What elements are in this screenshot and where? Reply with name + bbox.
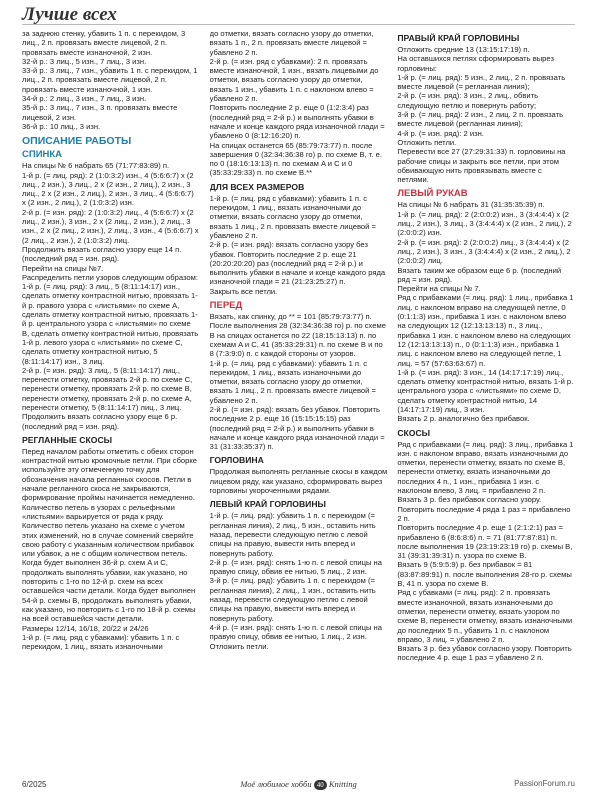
paragraph: за заднюю стенку, убавить 1 п. с перекидом, 3 лиц., 2 п. провязать вместе лицевой, 2 п. провязать вместе изнаночной, 2 изн. bbox=[22, 29, 186, 57]
paragraph: до отметки, вязать согласно узору до отметки, вязать 1 п., 2 п. провязать вместе лицевой = убавлено 2 п. bbox=[209, 29, 374, 57]
magazine-name-line bbox=[22, 779, 575, 790]
paragraph: Распределить петли узоров следующим образом: bbox=[22, 272, 198, 282]
paragraph: 32-й р.: 3 лиц., 5 изн., 7 лиц., 3 изн. bbox=[22, 56, 147, 66]
paragraph: 3-й р. (= лиц. ряд): 2 изн., 2 лиц. 2 п. провязать вместе лицевой (регланная линия); bbox=[397, 110, 564, 129]
paragraph: 1-й р. (= изн. ряд): 3 изн., 14 (14:17:17:19) лиц., сделать отметку контрастной нитью, вязать 1-й р. центрального узора с «листьями» по схеме D, сделать отметку контрастной нитью, 14 (14:17:17:19) лиц., 3 изн. bbox=[397, 367, 574, 414]
paragraph: Вязать, как спинку, до ** = 101 (85:79:73:77) п. bbox=[209, 312, 372, 322]
section-heading: РЕГЛАННЫЕ СКОСЫ bbox=[22, 434, 113, 445]
paragraph: Отложить средние 13 (13:15:17:19) п. bbox=[397, 45, 530, 54]
paragraph: 34-й р.: 2 лиц., 3 изн., 7 лиц., 3 изн. bbox=[22, 94, 147, 104]
section-heading: ЛЕВЫЙ РУКАВ bbox=[397, 188, 468, 200]
paragraph: 2-й р. (= изн. ряд): 2 (2:0:0:2) лиц., 3 (3:4:4:4) х (2 лиц., 2 изн.), 3 изн., 3 (3:4:4:4) х (2 изн., 2 лиц.), 2 (2:0:0:2) лиц. bbox=[397, 237, 571, 266]
paragraph: На оставшихся петлях сформировать вырез горловины: bbox=[397, 54, 554, 73]
paragraph: 1-й р. (= лиц. ряд): 2 (2:0:0:2) изн., 3 (3:4:4:4) х (2 лиц., 2 изн.), 3 лиц., 3 (3:4:4:4) х (2 изн., 2 лиц.), 2 (2:0:0:2) изн. bbox=[397, 209, 572, 238]
issue-number: 6/2025 bbox=[22, 780, 47, 789]
paragraph: Вязать 2 р. аналогично без прибавок. bbox=[397, 414, 530, 424]
column-3 bbox=[397, 29, 575, 764]
paragraph: На спицы № 6 набрать 31 (31:35:35:39) п. bbox=[397, 200, 545, 210]
paragraph: Ряд с прибавками (= лиц. ряд): 1 лиц., прибавка 1 лиц. с наклоном вправо на следующей петле, 0 (0:1:1:3) изн., прибавка 1 изн. с наклоном влево на следующих 12 (12:13:13:13) п., 3 лиц., прибавка 1 изн. с наклоном влево на следующих 12 (12:13:13:13) п., 0 (0:1:1:3) изн., прибавка 1 лиц. с наклоном влево на следующей петле, 1 лиц. = 57 (57:63:63:67) п. bbox=[397, 293, 574, 368]
page-number-badge: 40 bbox=[314, 780, 327, 790]
section-heading: ПРАВЫЙ КРАЙ ГОРЛОВИНЫ bbox=[397, 33, 520, 43]
paragraph: 2-й р. (= изн. ряд): вязать согласно узору без убавок. Повторить последние 2 р. еще 21 (20:20:20:20) раз (последний ряд = 2-й р.) и выполнить убавки в начале и конце каждого ряда изнаночной глади = 21 (21:23:25:27) п. bbox=[209, 240, 386, 287]
paragraph: 3-й р. (= лиц. ряд): убавить 1 п. с перекидом (= регланная линия), 2 лиц., 1 изн., оставить нить назад, перевести следующую петлю с левой спицы на правую, вывести нить вперед и повернуть работу. bbox=[209, 576, 376, 623]
paragraph: Вязать 3 р. без убавок согласно узору. Повторить последние 4 р. еще 1 раз = убавлено 2 п. bbox=[397, 644, 572, 663]
paragraph: 2-й р. (= изн. ряд): 2 (1:0:3:2) лиц., 4 (5:6:6:7) х (2 лиц., 2 изн.), 3 изн., 2 х (2 лиц., 2 изн.), 2 лиц., 3 изн., 2 х (2 лиц., 2 изн.), 2 лиц., 3 изн., 4 (5:6:6:7) х (2 лиц., 2 изн.), 2 (1:0:3:2) лиц. bbox=[22, 207, 199, 245]
paragraph: 35-й р.: 3 лиц., 7 изн., 3 п. провязать вместе лицевой, 2 изн. bbox=[22, 103, 178, 122]
paragraph: Повторить последние 2 р. еще 0 (1:2:3:4) раз (последний ряд = 2-й р.) и выполнять убавки в начале и конце каждого ряда изнаночной глади = убавлено 0 (8:12:16:20) п. bbox=[209, 103, 385, 141]
paragraph: 2-й р. (= изн. ряд): вязать без убавок. Повторить последние 2 р. еще 16 (15:15:15:15) раз (последний ряд = 2-й р.) и выполнить убавки в начале и конце каждого ряда изнаночной глади = 31 (31:33:35:37) п. bbox=[209, 404, 385, 452]
paragraph: Перевести все 27 (27:29:31:33) п. горловины на рабочие спицы и закрыть все петли, при этом обвивающую нить провязывать вместе с петлями. bbox=[397, 147, 566, 185]
magazine-name: Моё любимое хобби bbox=[240, 779, 312, 789]
paragraph: Перед началом работы отметить с обеих сторон контрастной нитью кромочные петли. При сборке используйте эту отмеченную точку для обозначения начала регланных скосов. Петли в начале регланного скоса не закрываются, формирование проймы начинается немедленно. Количество петель в узорах с рельефными «листьями» варьируется от ряда к ряду. Количество петель указано на схеме с учетом этих изменений, но в случае сомнений сверяйте свою работу с указанным количеством прибавок или убавок, а не с общим количеством петель. Когда будет выполнен 36-й р. схем A и C, продолжать выполнять убавки, как указано, но повторить с 1-го по 12-й р. схем на всех оставшейся части детали. Когда будет выполнен 54-й р. схемы B, продолжать выполнять убавки, как указано, но повторить с 1-го по 18-й р. схемы на всей оставшейся части детали. bbox=[22, 446, 197, 624]
paragraph: Продолжить вязать согласно узору еще 14 п. (последний ряд = изн. ряд). bbox=[22, 244, 182, 264]
column-1 bbox=[22, 29, 200, 764]
text-columns bbox=[22, 29, 575, 764]
brand-name: Knitting bbox=[328, 779, 357, 789]
paragraph: Перейти на спицы № 7. bbox=[397, 284, 481, 294]
paragraph: На спицы № 6 набрать 65 (71:77:83:89) п. bbox=[22, 161, 170, 171]
paragraph: Отложить петли. bbox=[209, 641, 269, 651]
paragraph: 1-й р. (= лиц. ряд с убавками): убавить 1 п. с перекидом, 1 лиц., вязать изнаночными до отметки, вязать согласно узору до отметки, вязать 1 лиц., 2 п. провязать вместе лицевой = убавлено 2 п. bbox=[209, 193, 376, 240]
paragraph: 1-й р. (= лиц. ряд): 3 лиц., 5 (8:11:14:17) изн., сделать отметку контрастной нитью, провязать 1-й р. правого узора с «листьями» по схеме A, сделать отметку контрастной нитью, провязать 1-й р. центрального узора с «листьями» по схеме B, сделать отметку контрастной нитью, провязать 1-й р. левого узора с «листьями» по схеме C, сделать отметку контрастной нитью, 5 (8:11:14:17) изн., 3 лиц. bbox=[22, 282, 199, 366]
paragraph: 2-й р. (= изн. ряд с убавками): 2 п. провязать вместе изнаночной, 1 изн., вязать лицевыми до отметки, вязать согласно узору до отметки, вязать 1 изн., убавить 1 п. с наклоном влево = убавлено 2 п. bbox=[209, 56, 379, 104]
section-heading: ДЛЯ ВСЕХ РАЗМЕРОВ bbox=[209, 181, 305, 192]
paragraph: Продолжая выполнять регланные скосы в каждом лицевом ряду, как указано, сформировать вырез горловины укороченными рядами. bbox=[209, 467, 388, 496]
paragraph: Перейти на спицы №7. bbox=[22, 263, 104, 273]
section-heading: СКОСЫ bbox=[397, 427, 431, 438]
paragraph: Вязать 3 р. без прибавок согласно узору. Повторить последние 4 ряда 1 раз = прибавлено 2 п. bbox=[397, 495, 571, 523]
section-heading: СПИНКА bbox=[22, 149, 63, 161]
paragraph: После выполнения 28 (32:34:36:38 го) р. по схеме B на спицах останется по 22 (18:15:13:13) п. по схемам A и C, 41 (35:33:29:31) п. по схеме B и по 8 (7:3:9:0) п. с каждой стороны от узоров. bbox=[209, 321, 386, 359]
paragraph: Закрыть все петли. bbox=[209, 286, 278, 296]
paragraph: 1-й р. (= лиц. ряд с убавками): убавить 1 п. с перекидом, 1 лиц., вязать изнаночными bbox=[22, 632, 180, 652]
paragraph: 2-й р. (= изн. ряд): 3 лиц., 5 (8:11:14:17) лиц., перенести отметку, провязать 2-й р. по схеме C, перенести отметку, провязать 2-й р. по схеме B, перенести отметку, провязать 2-й р. по схеме A, перенести отметку, 5 (8:11:14:17) лиц., 3 лиц. bbox=[22, 365, 193, 412]
paragraph: Повторить последние 4 р. еще 1 (2:1:2:1) раз = прибавлено 6 (8:6:8:6) п. = 71 (81:77:87:81) п. после выполнения 19 (23:19:23:19 го) р. схемы B, 31 (39:31:39:31) п. узора по схеме B. bbox=[397, 523, 573, 561]
column-2 bbox=[210, 29, 388, 764]
paragraph: 4-й р. (= изн. ряд): 2 изн. bbox=[397, 128, 484, 138]
paragraph: Отложить петли. bbox=[397, 137, 457, 147]
paragraph: 1-й р. (= лиц. ряд): 5 изн., 2 лиц., 2 п. провязать вместе лицевой (= регланная линия); bbox=[397, 72, 566, 92]
paragraph: Продолжить вязать согласно узору еще 6 р. (последний ряд = изн. ряд). bbox=[22, 412, 178, 431]
paragraph: На спицах останется 65 (85:79:73:77) п. после завершения 0 (32:34:36:38 го) р. по схеме B, т. е. по 0 (18:16:13:13) п. по схемам A и C и 0 (35:33:29:33) п. по схеме B.** bbox=[209, 140, 382, 178]
section-heading: ПЕРЕД bbox=[209, 300, 243, 312]
section-heading: ГОРЛОВИНА bbox=[209, 455, 264, 466]
page-title: Лучше всех bbox=[22, 4, 117, 25]
paragraph: 4-й р. (= изн. ряд): снять 1-ю п. с левой спицы на правую спицу, обвив ее нитью, 1 лиц., 2 изн. bbox=[209, 622, 382, 642]
paragraph: Вязать таким же образом еще 6 р. (последний ряд = изн. ряд). bbox=[397, 265, 562, 284]
site-watermark: PassionForum.ru bbox=[514, 779, 575, 788]
paragraph: Ряд с убавками (= лиц. ряд): 2 п. провязать вместе изнаночной, вязать изнаночными до отметки, перенести отметку, вязать узором по схеме B, перенести отметку, вязать изнаночными до последних 5 п., убавить 1 п. с наклоном вправо, 3 лиц. = убавлено 2 п. bbox=[397, 588, 573, 644]
section-heading: ЛЕВЫЙ КРАЙ ГОРЛОВИНЫ bbox=[209, 499, 326, 510]
paragraph: 2-й р. (= изн. ряд): 3 изн., 2 лиц., обвить следующую петлю и повернуть работу; bbox=[397, 91, 539, 110]
section-heading: ОПИСАНИЕ РАБОТЫ bbox=[22, 135, 132, 148]
paragraph: 36-й р.: 10 лиц., 3 изн. bbox=[22, 121, 101, 131]
paragraph: Вязать 9 (5:9:5:9) р. без прибавок = 81 (83:87:89:91) п. после выполнения 28-го р. схемы B, 41 п. узора по схеме B. bbox=[397, 560, 572, 589]
paragraph: 1-й р. (= лиц. ряд): 2 (1:0:3:2) изн., 4 (5:6:6:7) х (2 лиц., 2 изн.), 3 лиц., 2 х (2 изн., 2 лиц.), 2 изн., 3 лиц., 2 х (2 изн., 2 лиц.), 2 изн., 3 лиц., 4 (5:6:6:7) х (2 изн., 2 лиц.), 2 (1:0:3:2) изн. bbox=[22, 170, 194, 208]
paragraph: 1-й р. (= лиц. ряд): убавить 1 п. с перекидом (= регланная линия), 2 лиц., 5 изн., оставить нить назад, перевести следующую петлю с левой спицы на правую, вывести нить вперед и повернуть работу. bbox=[209, 511, 376, 558]
top-divider bbox=[22, 24, 575, 25]
paragraph: 1-й р. (= лиц. ряд с убавками): убавить 1 п. с перекидом, 1 лиц., вязать изнаночными до отметки, вязать согласно узору до отметки, вязать 1 лиц., 2 п. провязать вместе лицевой = убавлено 2 п. bbox=[209, 358, 376, 405]
paragraph: 33-й р.: 3 лиц., 7 изн., убавить 1 п. с перекидом, 1 лиц., 2 п. провязать вместе лицевой, 2 п. провязать вместе изнаночной, 1 изн. bbox=[22, 66, 198, 94]
paragraph: Ряд с прибавками (= лиц. ряд): 3 лиц., прибавка 1 изн. с наклоном вправо, вязать изнаночными до отметки, перенести отметку, вязать по схеме B, перенести отметку, вязать изнаночными до последних 4 п., 1 изн., прибавка 1 изн. с наклоном влево, 3 лиц. = прибавлено 2 п. bbox=[397, 439, 574, 496]
paragraph: Размеры 12/14, 16/18, 20/22 и 24/26 bbox=[22, 623, 149, 633]
paragraph: 2-й р. (= изн. ряд): снять 1-ю п. с левой спицы на правую спицу, обвив ее нитью, 5 лиц., 2 изн. bbox=[209, 557, 382, 577]
page-footer bbox=[22, 778, 575, 792]
